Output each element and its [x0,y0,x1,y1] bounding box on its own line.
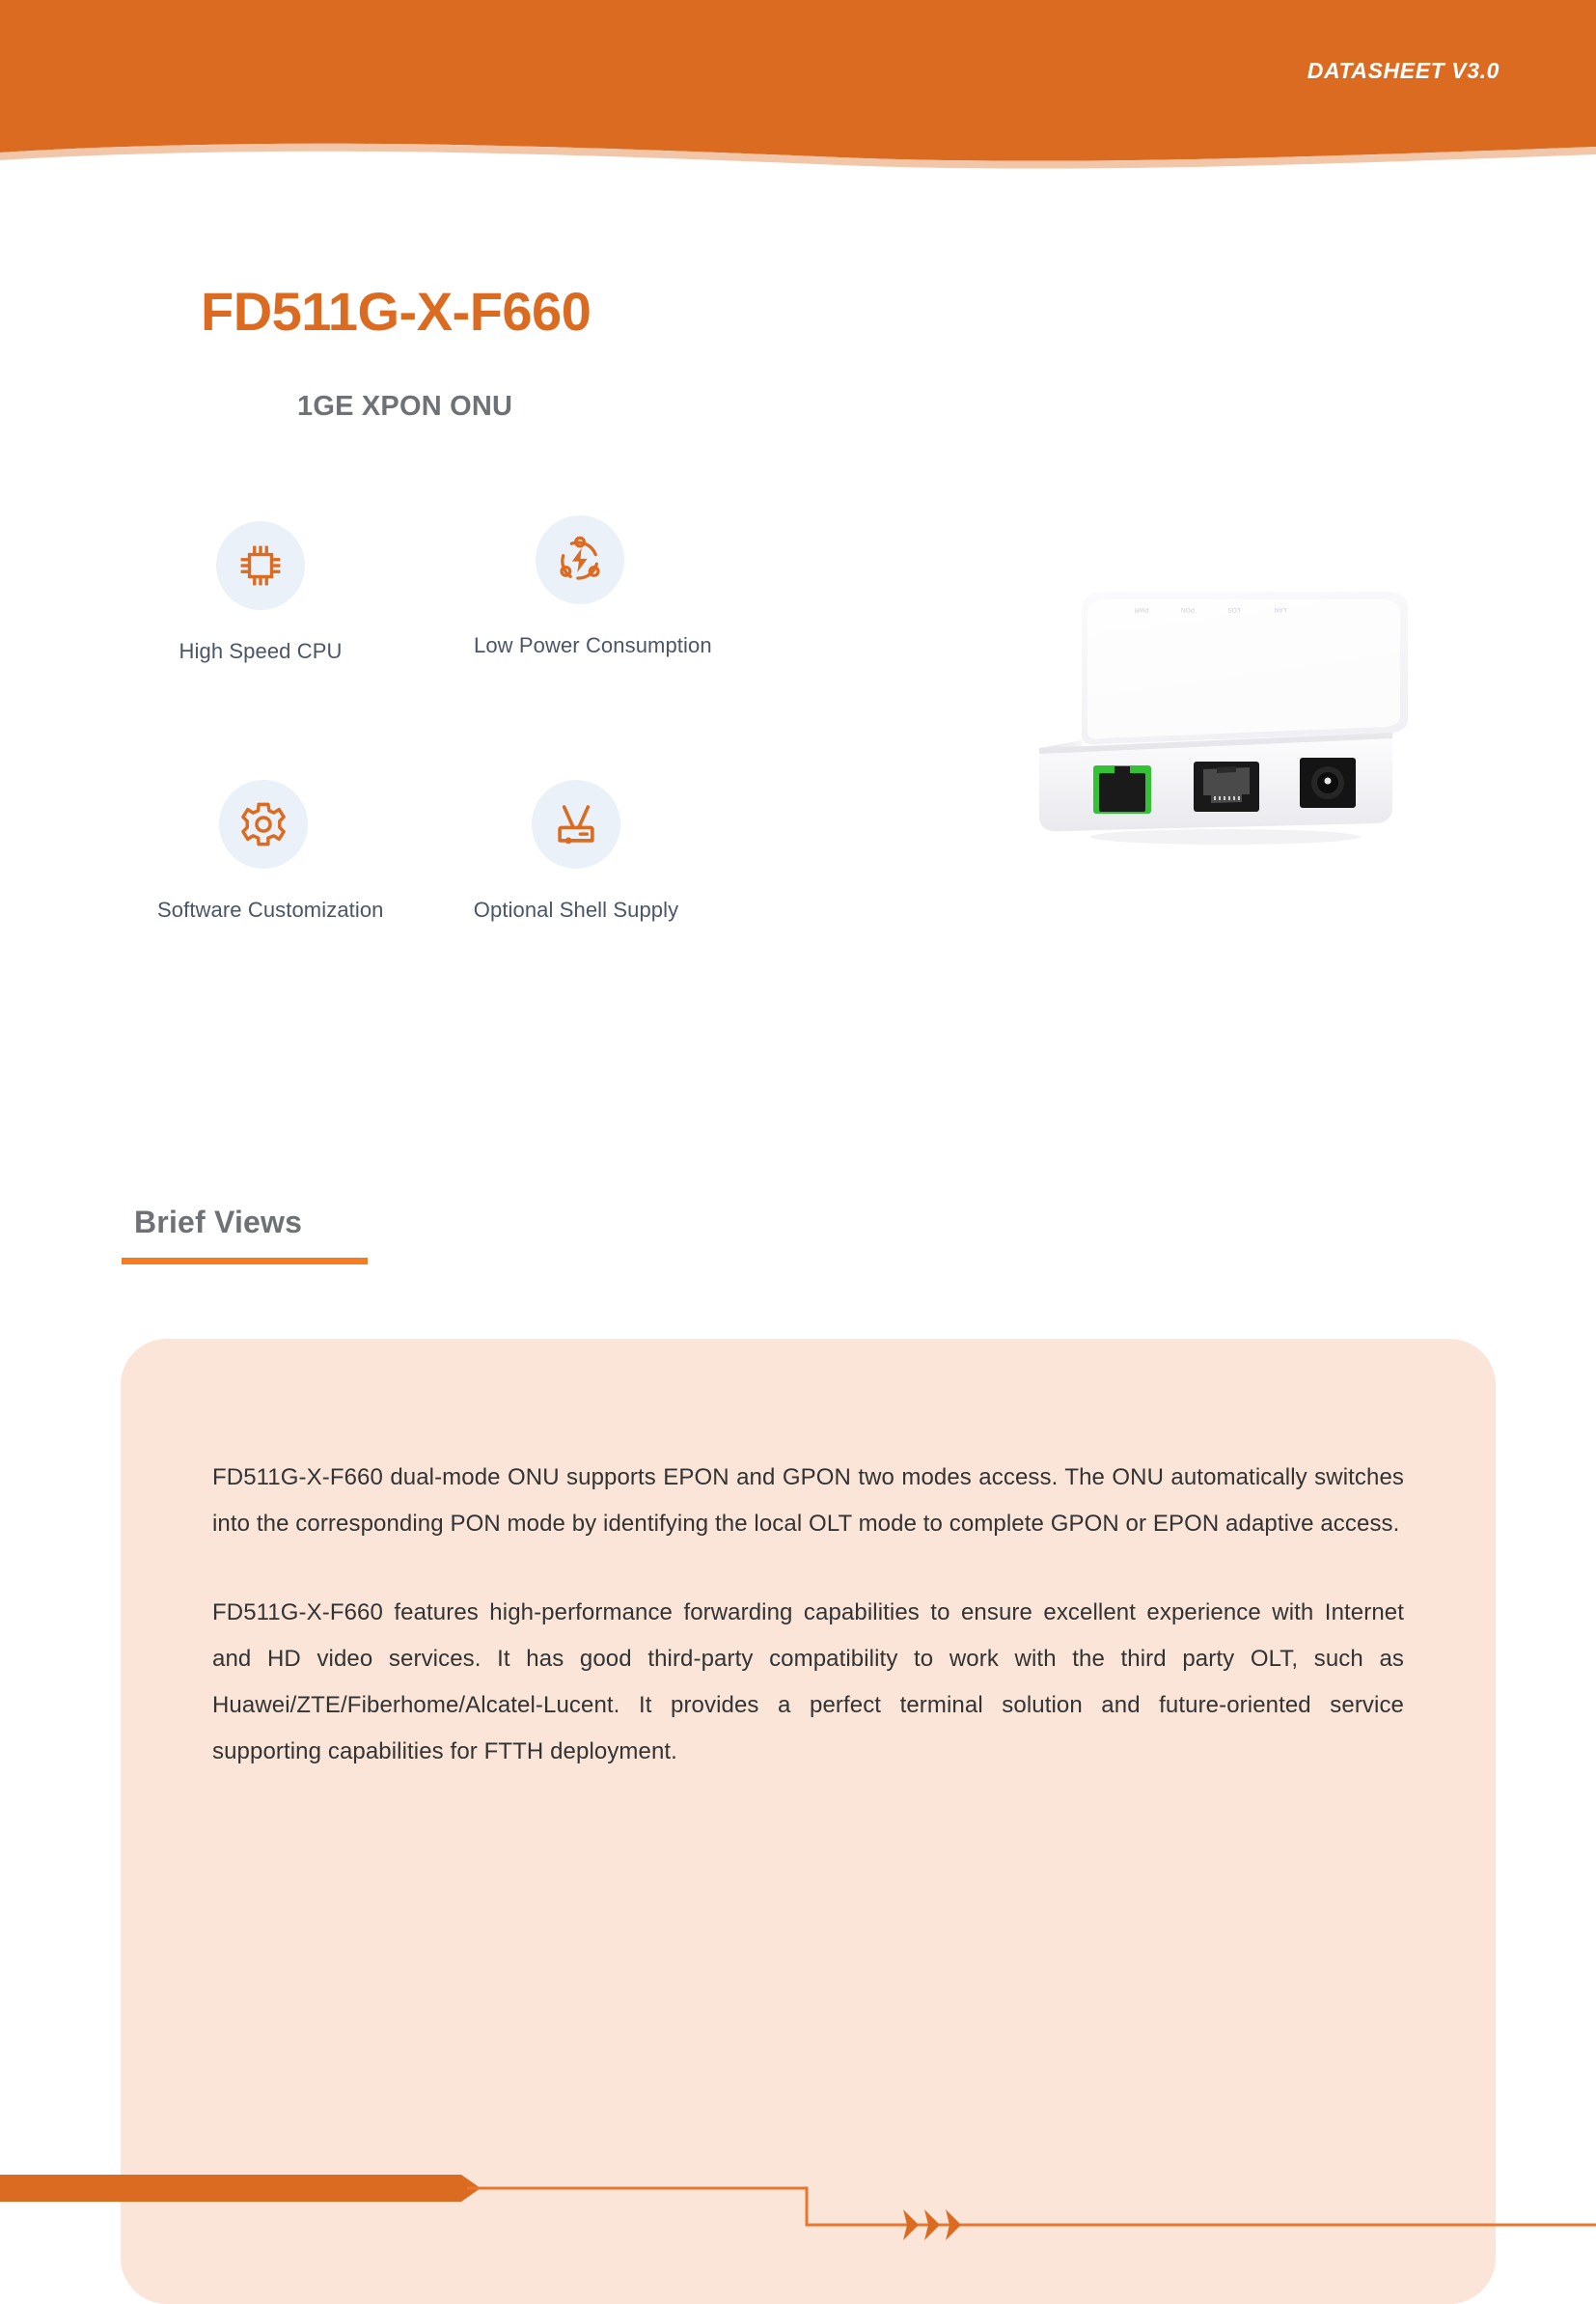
svg-text:PWR: PWR [1134,606,1149,613]
feature-label: Low Power Consumption [474,633,712,657]
svg-text:PON: PON [1180,606,1196,613]
feature-label: Software Customization [157,898,384,922]
triple-chevron-right-icon [903,2209,961,2240]
feature-item-optional-shell-supply [469,780,683,923]
feature-item-high-speed-cpu [169,521,352,664]
header-banner-shape [0,0,1596,179]
header-banner [0,0,1596,179]
page-footer [0,2128,1596,2258]
feature-item-software-customization [157,780,384,923]
fiber-port [1093,765,1151,814]
rj45-port [1194,762,1259,812]
power-jack [1300,758,1356,808]
router-antenna-icon [532,780,620,869]
footer-decoration [0,2128,1596,2258]
brief-views-heading [134,1205,368,1264]
feature-label: High Speed CPU [179,639,343,663]
gear-icon [219,780,308,869]
brief-paragraph-2: FD511G-X-F660 features high-performance forwarding capabilities to ensure excellent experience with Internet and HD video services. It has good third-party compatibility to work with the third party OLT, such as Huawei/ZTE/Fiberhome/Alcatel-Lucent. It provides a perfect terminal solution and future-oriented service supporting capabilities for FTTH deployment. [212,1599,1404,1764]
footer-bar [0,2175,481,2202]
section-title: Brief Views [134,1205,303,1239]
svg-text:LOS: LOS [1227,606,1241,613]
cpu-chip-icon [216,521,305,610]
section-underline [122,1258,368,1264]
product-photo [1018,555,1423,845]
footer-step-line [467,2188,1596,2225]
feature-label: Optional Shell Supply [473,898,679,922]
page-title: FD511G-X-F660 [201,281,592,342]
onu-device-illustration [1018,555,1423,845]
brief-paragraph-1: FD511G-X-F660 dual-mode ONU supports EPON and GPON two modes access. The ONU automatically switches into the corresponding PON mode by identifying the local OLT mode to complete GPON or EPON adaptive access. [212,1464,1404,1537]
feature-item-low-power-consumption [474,515,712,658]
datasheet-version-label: DATASHEET V3.0 [1307,58,1500,83]
svg-text:LAN: LAN [1274,606,1287,613]
page-subtitle: 1GE XPON ONU [297,391,513,422]
low-power-bolt-icon [536,515,624,604]
